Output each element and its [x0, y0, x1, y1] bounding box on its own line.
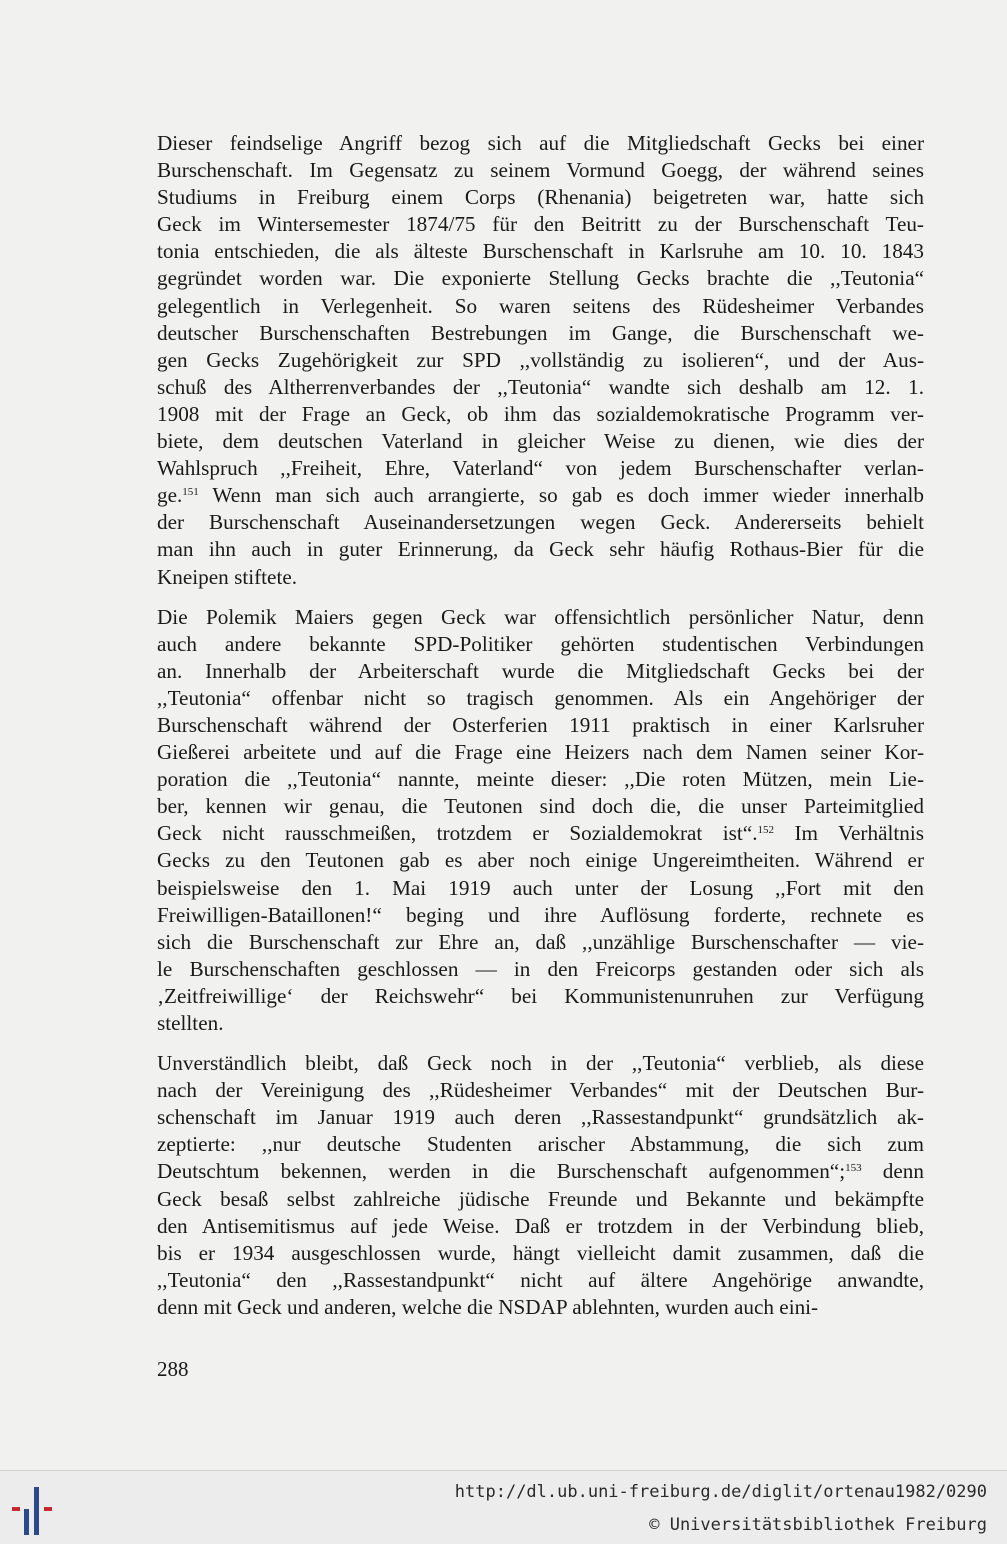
text-line: biete, dem deutschen Vaterland in gleicher Weise zu dienen, wie dies der	[157, 429, 924, 454]
text-line: Gießerei arbeitete und auf die Frage eine Heizers nach dem Namen seiner Kor-	[157, 740, 924, 765]
text-line: sich die Burschenschaft zur Ehre an, daß ,,unzählige Burschenschafter — vie-	[157, 929, 924, 954]
text-line: nach der Vereinigung des ,,Rüdesheimer Verbandes“ mit der Deutschen Bur-	[157, 1078, 924, 1103]
paragraph	[157, 1050, 924, 1321]
text-line: ‚Zeitfreiwillige‘ der Reichswehr“ bei Kommunistenunruhen zur Verfügung	[157, 983, 924, 1008]
text-line: gen Gecks Zugehörigkeit zur SPD ,,vollständig zu isolieren“, und der Aus-	[157, 347, 924, 372]
text-line: schuß des Altherrenverbandes der ,,Teutonia“ wandte sich deshalb am 12. 1.	[157, 374, 924, 399]
text-line: beispielsweise den 1. Mai 1919 auch unter der Losung ,,Fort mit den	[157, 875, 924, 900]
text-line: Deutschtum bekennen, werden in die Burschenschaft aufgenommen“;$^{153}$ denn	[157, 1159, 924, 1184]
text-line: Burschenschaft während der Osterferien 1911 praktisch in einer Karlsruher	[157, 712, 924, 737]
text-line: Freiwilligen-Bataillonen!“ beging und ihre Auflösung forderte, rechnete es	[157, 902, 924, 927]
text-line: gelegentlich in Verlegenheit. So waren seitens des Rüdesheimer Verbandes	[157, 293, 924, 318]
text-line: Geck besaß selbst zahlreiche jüdische Freunde und Bekannte und bekämpfte	[157, 1186, 924, 1211]
text-line: tonia entschieden, die als älteste Burschenschaft in Karlsruhe am 10. 10. 1843	[157, 239, 924, 264]
text-line: den Antisemitismus auf jede Weise. Daß er trotzdem in der Verbindung blieb,	[157, 1213, 924, 1238]
text-line: stellten.	[157, 1011, 224, 1035]
footer-bar	[0, 1470, 1007, 1544]
text-line: bis er 1934 ausgeschlossen wurde, hängt vielleicht damit zusammen, daß die	[157, 1240, 924, 1265]
text-line: Kneipen stiftete.	[157, 564, 298, 589]
footnote-ref: 151	[182, 486, 199, 499]
text-line: ber, kennen wir genau, die Teutonen sind doch die, die unser Parteimitglied	[157, 794, 924, 819]
text-line: an. Innerhalb der Arbeiterschaft wurde die Mitgliedschaft Gecks bei der	[157, 658, 924, 683]
text-line: Die Polemik Maiers gegen Geck war offensichtlich persönlicher Natur, denn	[157, 604, 924, 629]
text-line: auch andere bekannte SPD-Politiker gehörten studentischen Verbindungen	[157, 631, 924, 656]
text-line: schenschaft im Januar 1919 auch deren ,,Rassestandpunkt“ grundsätzlich ak-	[157, 1105, 924, 1130]
text-line: ,,Teutonia“ offenbar nicht so tragisch genommen. Als ein Angehöriger der	[157, 685, 924, 710]
body-text	[157, 130, 924, 1321]
paragraph	[157, 130, 924, 591]
footnote-ref: 152	[757, 824, 774, 837]
text-line: gegründet worden war. Die exponierte Stellung Gecks brachte die ,,Teutonia“	[157, 266, 924, 291]
text-line: Gecks zu den Teutonen gab es aber noch einige Ungereimtheiten. Während er	[157, 848, 924, 873]
text-line: 1908 mit der Frage an Geck, ob ihm das sozialdemokratische Programm ver-	[157, 401, 924, 426]
page-number: 288	[157, 1357, 189, 1381]
text-line: Burschenschaft. Im Gegensatz zu seinem Vormund Goegg, der während seines	[157, 158, 924, 183]
text-line: zeptierte: ,,nur deutsche Studenten arischer Abstammung, die sich zum	[157, 1132, 924, 1157]
source-url-link[interactable]: http://dl.ub.uni-freiburg.de/diglit/ortenau1982/0290	[454, 1482, 987, 1502]
text-line: Dieser feindselige Angriff bezog sich auf die Mitgliedschaft Gecks bei einer	[157, 131, 924, 155]
text-line: ge.$^{151}$ Wenn man sich auch arrangierte, so gab es doch immer wieder innerhalb	[157, 483, 924, 508]
text-line: denn mit Geck und anderen, welche die NSDAP ablehnten, wurden auch eini-	[157, 1294, 819, 1319]
copyright-text: © Universitätsbibliothek Freiburg	[649, 1515, 987, 1535]
text-line: der Burschenschaft Auseinandersetzungen wegen Geck. Andererseits behielt	[157, 510, 924, 535]
text-line: Unverständlich bleibt, daß Geck noch in der ,,Teutonia“ verblieb, als diese	[157, 1051, 924, 1076]
text-line: Studiums in Freiburg einem Corps (Rhenania) beigetreten war, hatte sich	[157, 185, 924, 210]
text-line: Geck nicht rausschmeißen, trotzdem er Sozialdemokrat ist“.$^{152}$ Im Verhältnis	[157, 821, 924, 846]
text-line: man ihn auch in guter Erinnerung, da Geck sehr häufig Rothaus-Bier für die	[157, 537, 924, 562]
text-line: Geck im Wintersemester 1874/75 für den Beitritt zu der Burschenschaft Teu-	[157, 212, 924, 237]
text-line: le Burschenschaften geschlossen — in den Freicorps gestanden oder sich als	[157, 956, 924, 981]
text-line: ,,Teutonia“ den ,,Rassestandpunkt“ nicht auf ältere Angehörige anwandte,	[157, 1267, 924, 1292]
text-line: deutscher Burschenschaften Bestrebungen im Gange, die Burschenschaft we-	[157, 320, 924, 345]
text-line: poration die ,,Teutonia“ nannte, meinte dieser: ,,Die roten Mützen, mein Lie-	[157, 767, 924, 792]
ub-freiburg-logo-icon	[12, 1483, 64, 1535]
footnote-ref: 153	[845, 1162, 862, 1175]
text-line: Wahlspruch ,,Freiheit, Ehre, Vaterland“ von jedem Burschenschafter verlan-	[157, 456, 924, 481]
paragraph	[157, 604, 924, 1038]
